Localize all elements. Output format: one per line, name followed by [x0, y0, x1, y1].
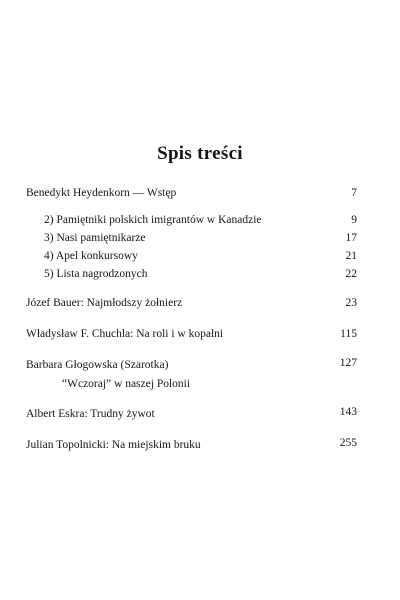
toc-entry-page: 255: [339, 437, 357, 449]
toc-entry-title: Albert Eskra: Trudny żywot: [26, 408, 155, 420]
toc-entry-title: 4) Apel konkursowy: [44, 250, 138, 262]
toc-entry-page: 22: [345, 268, 357, 280]
toc-entry-page: 143: [339, 406, 357, 418]
toc-entry-page: 115: [340, 328, 357, 340]
toc-entry-page: 23: [345, 297, 357, 309]
toc-entry-title: 2) Pamiętniki polskich imigrantów w Kanadzie: [44, 214, 262, 226]
toc-entry-page: 7: [351, 187, 357, 199]
toc-entry-page: 9: [351, 214, 357, 226]
toc-entry-title: Władysław F. Chuchla: Na roli i w kopalni: [26, 328, 224, 340]
toc-entry-title: Benedykt Heydenkorn — Wstęp: [26, 187, 177, 199]
toc-entry-title: 3) Nasi pamiętnikarze: [44, 232, 146, 244]
toc-entry-page: 21: [345, 250, 357, 262]
toc-entry-title: Barbara Głogowska (Szarotka): [26, 359, 169, 371]
toc-entry-page: 127: [339, 357, 357, 369]
toc-entry-title: Julian Topolnicki: Na miejskim bruku: [26, 439, 201, 451]
toc-entry-page: 17: [345, 232, 357, 244]
toc-entry-title: 5) Lista nagrodzonych: [44, 268, 148, 280]
page-title: Spis treści: [157, 143, 243, 164]
toc-entry-title: Józef Bauer: Najmłodszy żołnierz: [26, 297, 183, 309]
toc-entry-title: “Wczoraj” w naszej Polonii: [62, 378, 191, 390]
